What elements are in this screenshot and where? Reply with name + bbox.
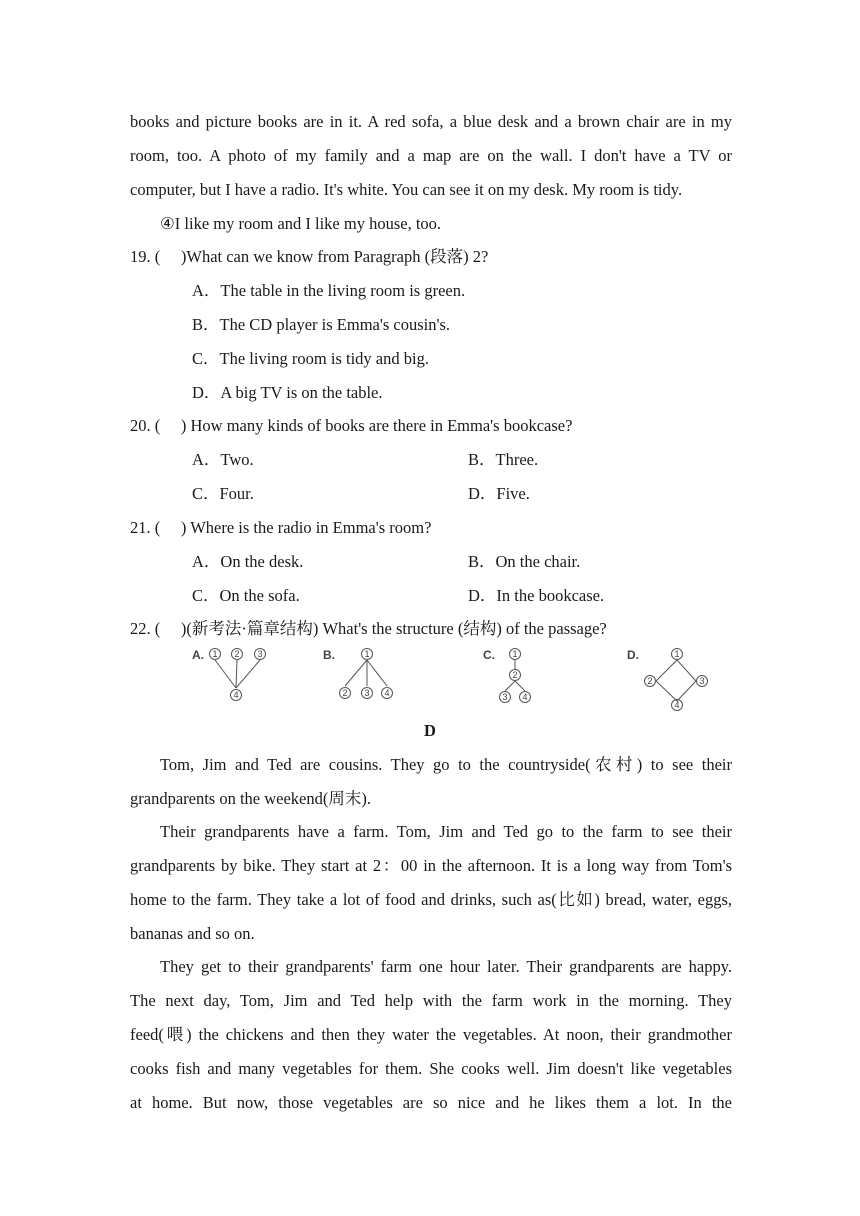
section-d-line: cooks fish and many vegetables for them. She cooks well. Jim doesn't like vegetables bbox=[130, 1059, 732, 1078]
structure-diagram-b[interactable] bbox=[321, 646, 411, 712]
question-20-option-b[interactable]: B．Three. bbox=[468, 450, 539, 469]
diagram-a-label: A. bbox=[192, 648, 204, 662]
svg-text:4: 4 bbox=[384, 688, 390, 698]
svg-text:4: 4 bbox=[233, 690, 239, 700]
question-21-option-b[interactable]: B．On the chair. bbox=[468, 552, 581, 571]
structure-diagram-c[interactable] bbox=[481, 646, 551, 712]
question-19-stem: 19. ( )What can we know from Paragraph (段落) 2? bbox=[130, 247, 489, 266]
diagram-b-label: B. bbox=[323, 648, 335, 662]
section-d-heading: D bbox=[424, 721, 436, 740]
circle-1 bbox=[210, 649, 221, 660]
svg-text:4: 4 bbox=[522, 692, 528, 702]
svg-text:4: 4 bbox=[674, 700, 680, 710]
svg-text:2: 2 bbox=[234, 649, 240, 659]
section-d-line: grandparents by bike. They start at 2：00 in the afternoon. It is a long way from Tom's bbox=[130, 856, 732, 875]
question-21-option-c[interactable]: C．On the sofa. bbox=[192, 586, 300, 605]
circle-3 bbox=[500, 692, 511, 703]
circle-4 bbox=[672, 700, 683, 711]
circle-2 bbox=[510, 670, 521, 681]
circle-3 bbox=[362, 688, 373, 699]
section-d-line: grandparents on the weekend(周末). bbox=[130, 789, 371, 808]
circle-1 bbox=[672, 649, 683, 660]
circle-4 bbox=[382, 688, 393, 699]
svg-text:3: 3 bbox=[257, 649, 263, 659]
section-d-line: The next day, Tom, Jim and Ted help with the farm work in the morning. They bbox=[130, 991, 732, 1010]
section-d-line: Tom, Jim and Ted are cousins. They go to the countryside(农村) to see their bbox=[160, 755, 732, 774]
question-20-option-d[interactable]: D．Five. bbox=[468, 484, 530, 503]
section-d-line: bananas and so on. bbox=[130, 924, 255, 943]
circle-1 bbox=[362, 649, 373, 660]
svg-text:2: 2 bbox=[342, 688, 348, 698]
question-21-option-a[interactable]: A．On the desk. bbox=[192, 552, 304, 571]
question-20-stem: 20. ( ) How many kinds of books are there in Emma's bookcase? bbox=[130, 416, 573, 435]
passage-line: computer, but I have a radio. It's white. You can see it on my desk. My room is tidy. bbox=[130, 180, 683, 199]
diagram-c-label: C. bbox=[483, 648, 495, 662]
structure-diagram-d[interactable] bbox=[625, 646, 715, 712]
svg-text:1: 1 bbox=[364, 649, 370, 659]
section-d-line: Their grandparents have a farm. Tom, Jim and Ted go to the farm to see their bbox=[160, 822, 732, 841]
svg-text:1: 1 bbox=[512, 649, 518, 659]
question-19-option-c[interactable]: C．The living room is tidy and big. bbox=[192, 349, 429, 368]
question-20-option-a[interactable]: A．Two. bbox=[192, 450, 254, 469]
question-21-stem: 21. ( ) Where is the radio in Emma's room? bbox=[130, 518, 432, 537]
section-d-line: home to the farm. They take a lot of food and drinks, such as(比如) bread, water, eggs, bbox=[130, 890, 732, 909]
section-d-line: feed(喂) the chickens and then they water the vegetables. At noon, their grandmother bbox=[130, 1025, 732, 1044]
diagram-d-label: D. bbox=[627, 648, 639, 662]
svg-text:3: 3 bbox=[364, 688, 370, 698]
question-19-option-d[interactable]: D．A big TV is on the table. bbox=[192, 383, 383, 402]
svg-text:2: 2 bbox=[512, 670, 518, 680]
svg-text:3: 3 bbox=[699, 676, 705, 686]
svg-text:2: 2 bbox=[647, 676, 653, 686]
svg-text:1: 1 bbox=[212, 649, 218, 659]
structure-diagram-a[interactable] bbox=[190, 646, 280, 712]
circle-1 bbox=[510, 649, 521, 660]
circle-3 bbox=[697, 676, 708, 687]
circle-4 bbox=[520, 692, 531, 703]
question-19-option-a[interactable]: A．The table in the living room is green. bbox=[192, 281, 466, 300]
circle-3 bbox=[255, 649, 266, 660]
question-21-option-d[interactable]: D．In the bookcase. bbox=[468, 586, 605, 605]
passage-line: ④I like my room and I like my house, too. bbox=[160, 214, 442, 233]
section-d-line: They get to their grandparents' farm one hour later. Their grandparents are happy. bbox=[160, 957, 732, 976]
svg-text:3: 3 bbox=[502, 692, 508, 702]
svg-text:1: 1 bbox=[674, 649, 680, 659]
circle-2 bbox=[645, 676, 656, 687]
circle-2 bbox=[340, 688, 351, 699]
circle-2 bbox=[232, 649, 243, 660]
question-19-option-b[interactable]: B．The CD player is Emma's cousin's. bbox=[192, 315, 450, 334]
question-22-stem: 22. ( )(新考法·篇章结构) What's the structure (结构) of the passage? bbox=[130, 619, 607, 638]
question-20-option-c[interactable]: C．Four. bbox=[192, 484, 254, 503]
passage-line: books and picture books are in it. A red sofa, a blue desk and a brown chair are in my bbox=[130, 112, 732, 131]
passage-line: room, too. A photo of my family and a map are on the wall. I don't have a TV or bbox=[130, 146, 732, 165]
circle-4 bbox=[231, 690, 242, 701]
section-d-line: at home. But now, those vegetables are so nice and he likes them a lot. In the bbox=[130, 1093, 732, 1112]
